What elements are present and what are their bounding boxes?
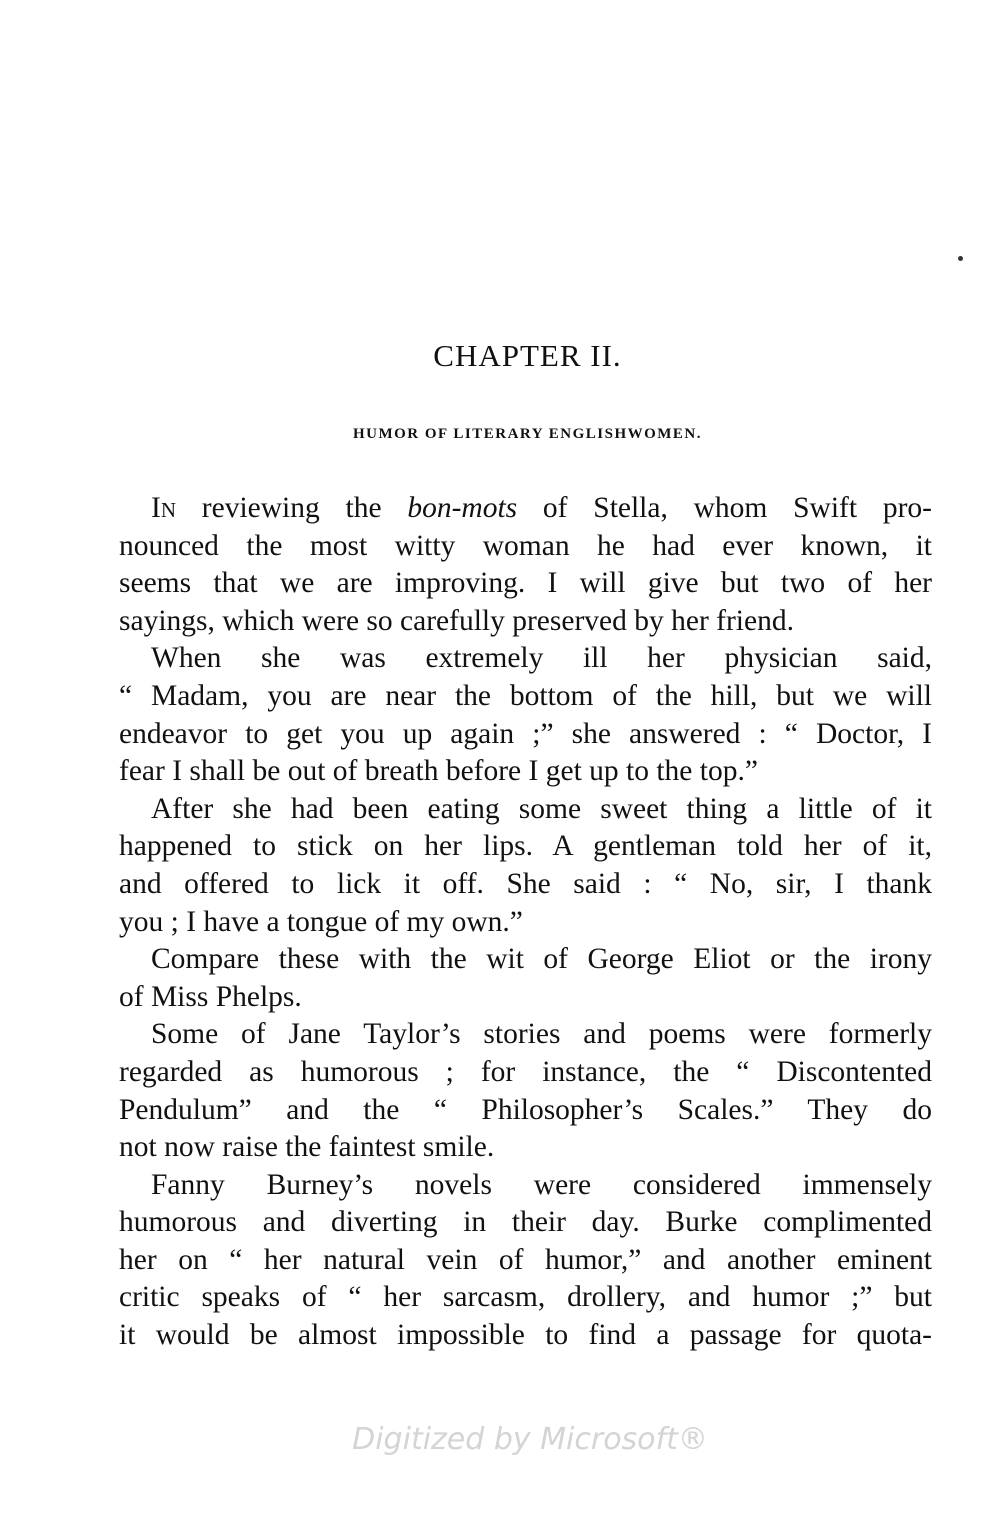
text-line: critic speaks of “ her sarcasm, drollery, and humor ;” but bbox=[119, 1281, 932, 1314]
text-line: Pendulum” and the “ Philosopher’s Scales.” They do bbox=[119, 1093, 932, 1126]
text-line: not now raise the faintest smile. bbox=[119, 1131, 495, 1164]
digitization-watermark: Digitized by Microsoft® bbox=[352, 1422, 708, 1457]
text-line: it would be almost impossible to find a passage for quota- bbox=[119, 1319, 932, 1352]
chapter-subtitle: HUMOR OF LITERARY ENGLISHWOMEN. bbox=[352, 426, 703, 442]
text-line: When she was extremely ill her physician said, bbox=[151, 642, 932, 675]
text-line: Some of Jane Taylor’s stories and poems were formerly bbox=[151, 1018, 932, 1051]
text-line: and offered to lick it off. She said : “ No, sir, I thank bbox=[119, 867, 932, 900]
text-line: humorous and diverting in their day. Burke complimented bbox=[119, 1206, 932, 1239]
text-line: Compare these with the wit of George Eliot or the irony bbox=[151, 943, 932, 976]
text-line: “ Madam, you are near the bottom of the hill, but we will bbox=[119, 679, 932, 712]
text-line: happened to stick on her lips. A gentleman told her of it, bbox=[119, 830, 932, 863]
body-text bbox=[119, 490, 932, 1355]
text-line: seems that we are improving. I will give but two of her bbox=[119, 567, 932, 600]
text-line: sayings, which were so carefully preserved by her friend. bbox=[119, 604, 794, 637]
text-line: endeavor to get you up again ;” she answered : “ Doctor, I bbox=[119, 717, 932, 750]
text-line: nounced the most witty woman he had ever known, it bbox=[119, 529, 932, 562]
text-line: regarded as humorous ; for instance, the “ Discontented bbox=[119, 1055, 932, 1088]
text-line: her on “ her natural vein of humor,” and another eminent bbox=[119, 1243, 932, 1276]
chapter-title: CHAPTER II. bbox=[433, 338, 622, 373]
text-line: After she had been eating some sweet thing a little of it bbox=[151, 792, 932, 825]
text-line: fear I shall be out of breath before I get up to the top.” bbox=[119, 755, 758, 788]
text-line: Fanny Burney’s novels were considered immensely bbox=[151, 1168, 932, 1201]
text-line: of Miss Phelps. bbox=[119, 980, 302, 1013]
text-line: In reviewing the bon-mots of Stella, whom Swift pro- bbox=[151, 492, 932, 524]
text-line: you ; I have a tongue of my own.” bbox=[119, 905, 523, 938]
ink-speck bbox=[958, 256, 963, 261]
